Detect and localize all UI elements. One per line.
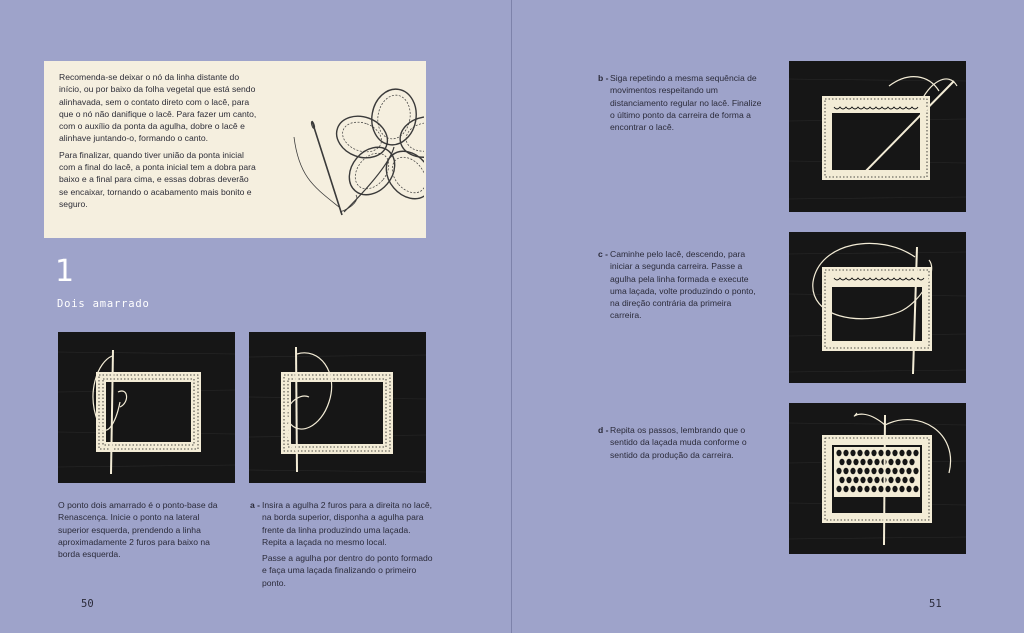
step-b-block [598, 72, 763, 133]
step-b-label: b - [598, 73, 609, 83]
illustration-step-b [789, 61, 966, 212]
tip-paragraph-2: Para finalizar, quando tiver união da ponta inicial com a final do lacê, a ponta inicial tem a dobra para baixo e a final para cima, e essas dobras deverão se encaixar, tornando o acabamento mais bonito e seguro. [59, 149, 256, 209]
illustration-start-stitch [58, 332, 235, 483]
right-page [512, 0, 1024, 633]
intro-text [58, 499, 223, 560]
step-d-label: d - [598, 425, 609, 435]
step-a-label: a - [250, 500, 261, 510]
tip-box [44, 61, 426, 238]
intro-paragraph: O ponto dois amarrado é o ponto-base da Renascença. Inicie o ponto na lateral superior esquerda, prendendo a linha aproximadamente 2 furos para baixo na borda esquerda. [58, 500, 218, 560]
step-b-text: Siga repetindo a mesma sequência de movimentos respeitando um distanciamento regular no lacê. Finalize o último ponto da carreira de forma a encontrar o lacê. [610, 73, 762, 133]
step-a-paragraph-1: Insira a agulha 2 furos para a direita no lacê, na borda superior, disponha a agulha para frente da linha produzindo uma laçada. Repita a laçada no mesmo local. [262, 500, 433, 547]
step-d-text: Repita os passos, lembrando que o sentido da laçada muda conforme o sentido da produção da carreira. [610, 425, 747, 460]
tip-text [59, 71, 259, 210]
lace-flower-needle-icon [244, 67, 424, 232]
page-number-right: 51 [929, 598, 942, 610]
step-d-block [598, 424, 763, 461]
step-number: 1 [55, 254, 75, 289]
step-c-text: Caminhe pelo lacê, descendo, para iniciar a segunda carreira. Passe a agulha pela linha formada e execute uma laçada, volte produzindo o ponto, na direção contrária da primeira carreira. [610, 249, 756, 321]
illustration-step-c [789, 232, 966, 383]
illustration-step-d [789, 403, 966, 554]
step-c-label: c - [598, 249, 609, 259]
step-a-paragraph-2: Passe a agulha por dentro do ponto formado e faça uma laçada finalizando o primeiro ponto. [262, 553, 433, 588]
page-number-left: 50 [81, 598, 94, 610]
illustration-step-a [249, 332, 426, 483]
tip-paragraph-1: Recomenda-se deixar o nó da linha distante do início, ou por baixo da folha vegetal que está sendo alinhavada, sem o contato direto com o lacê, para que o nó não danifique o lacê. Para fazer um canto, com o auxílio da ponta da agulha, dobre o lacê e alinhave juntando-o, formando o canto. [59, 72, 257, 144]
step-c-block [598, 248, 763, 322]
section-title: Dois amarrado [57, 298, 150, 310]
step-a-block [250, 499, 435, 589]
